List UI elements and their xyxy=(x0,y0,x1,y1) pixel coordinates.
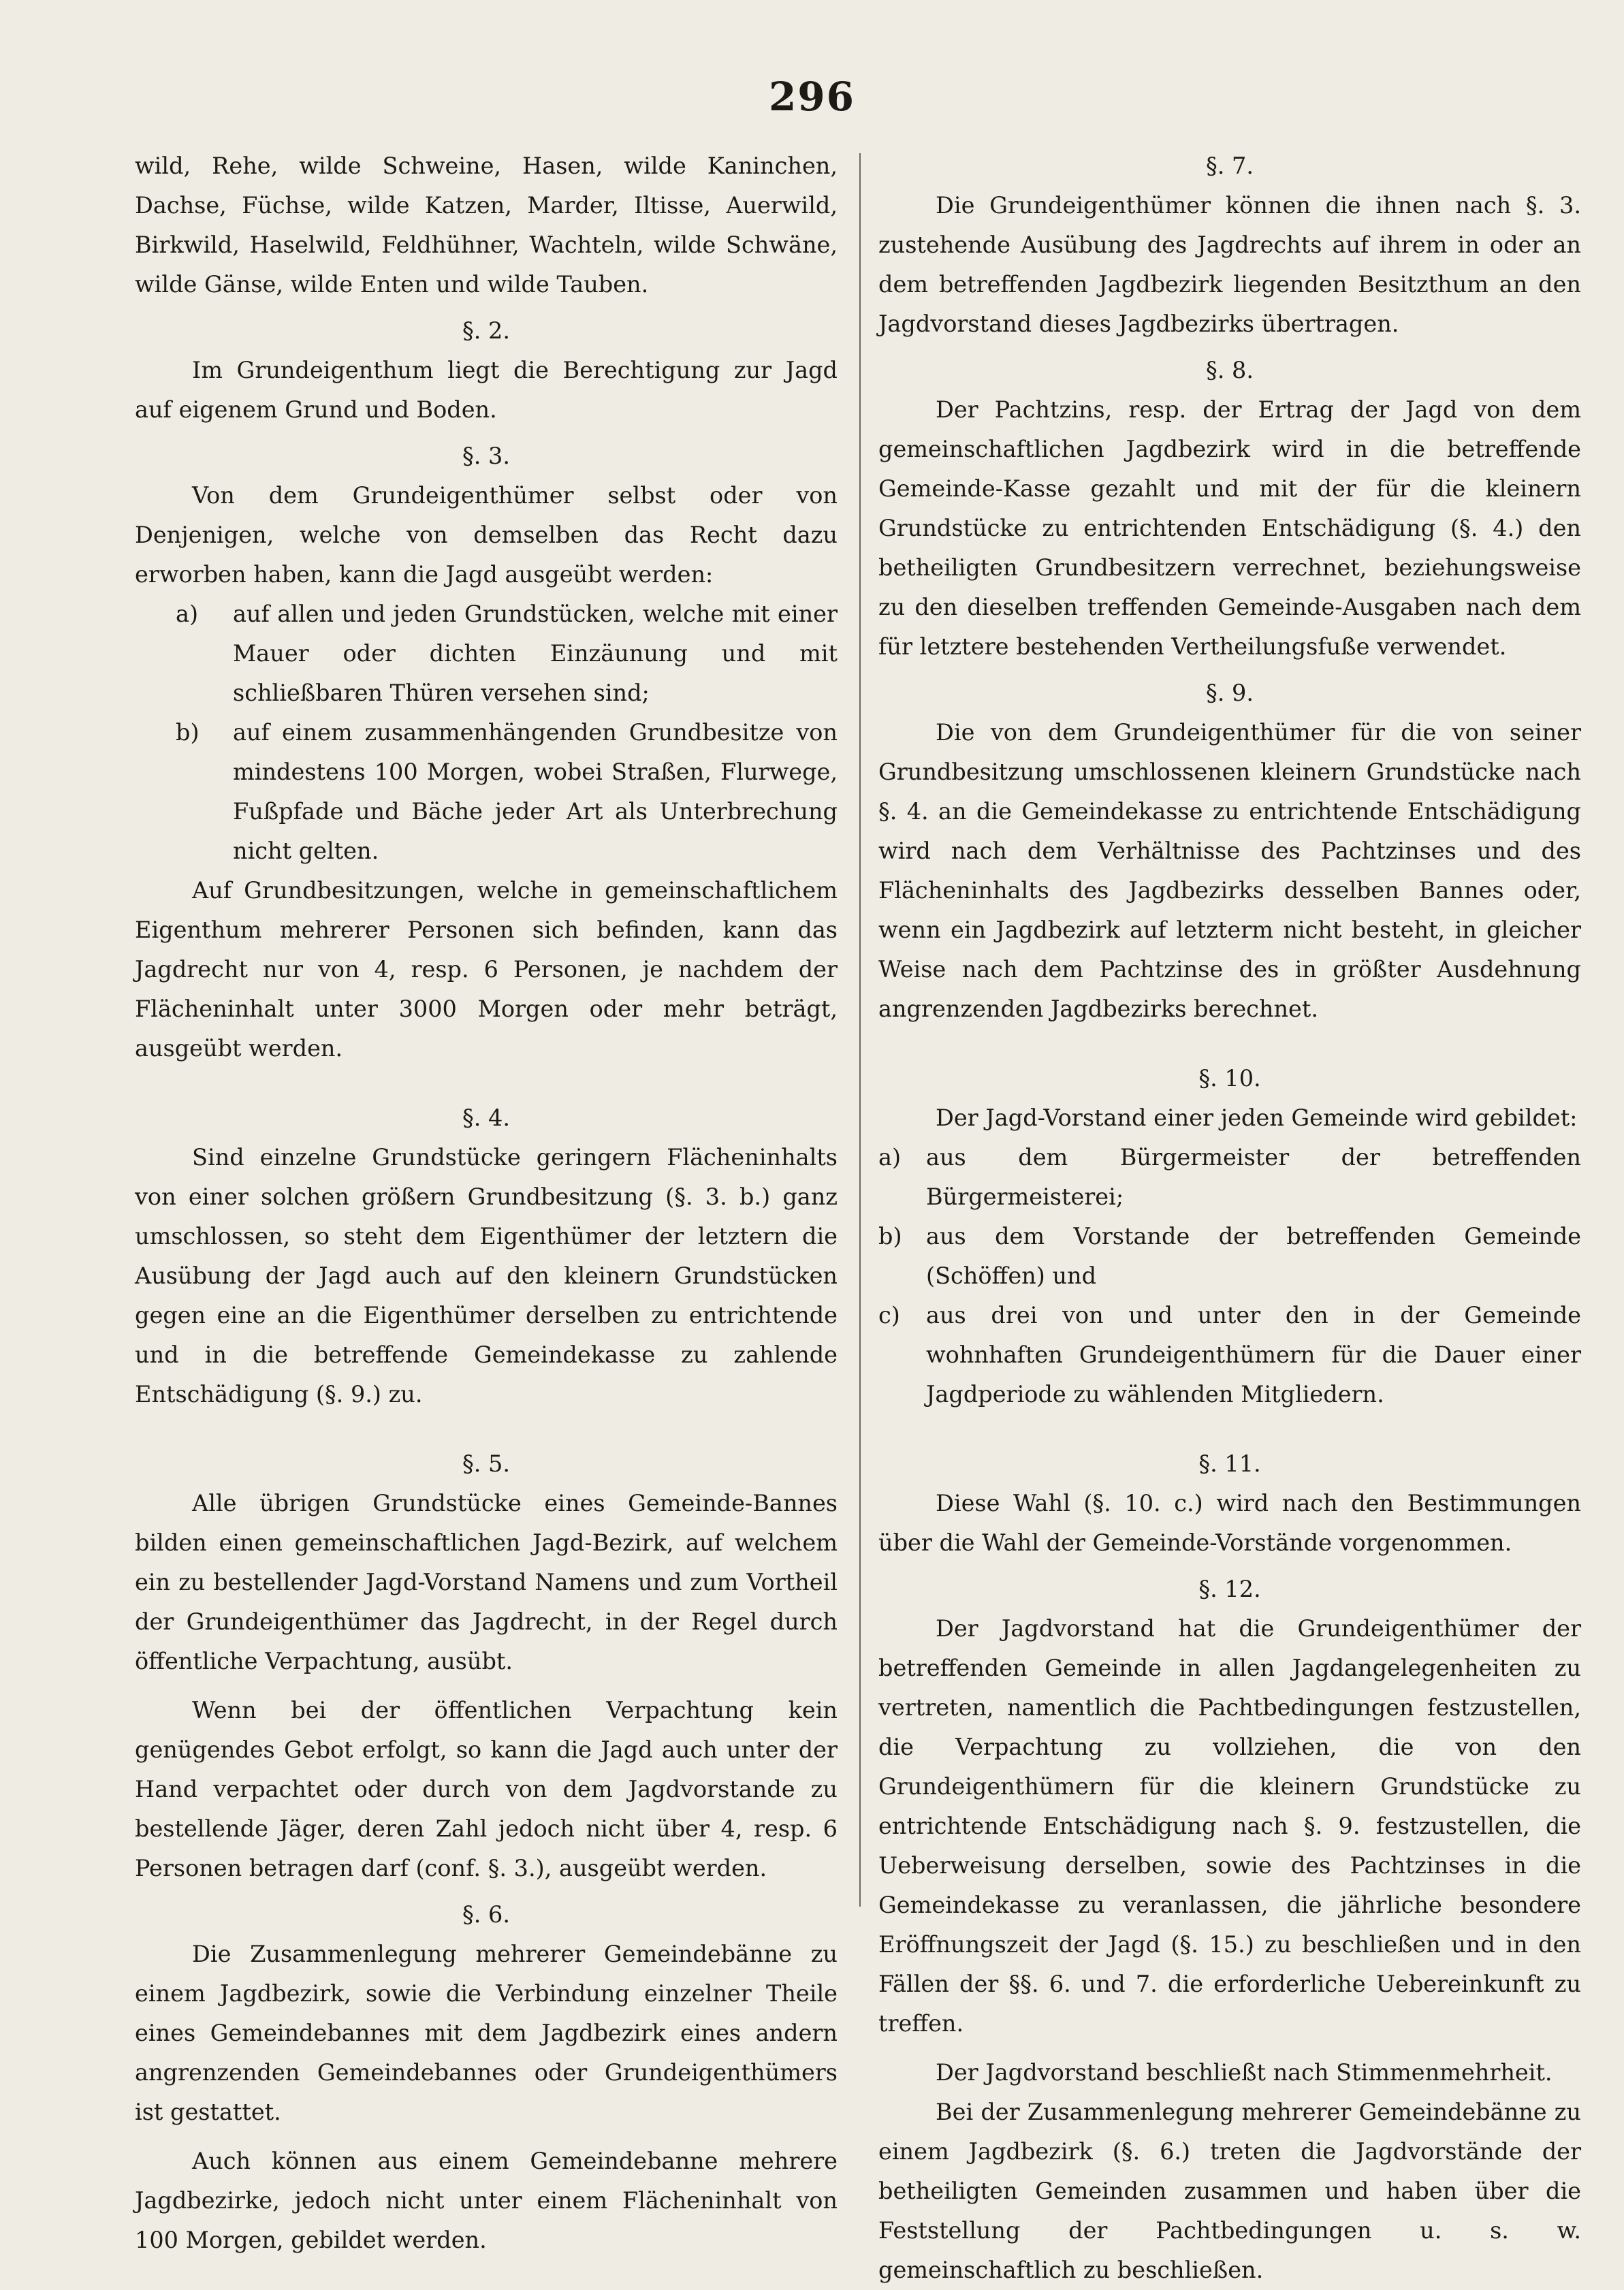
left-column xyxy=(135,146,838,2260)
section-10-item-c xyxy=(878,1296,1581,1414)
section-12-paragraph: Der Jagdvorstand hat die Grundeigenthümer der betreffenden Gemeinde in allen Jagdangelegenheiten zu vertreten, namentlich die Pachtbedingungen festzustellen, die Verpachtung zu vollziehen, die von den Grundeigenthümern für die kleinern Grundstücke zu entrichtende Entschädigung nach §. 9. festzustellen, die Ueberweisung derselben, sowie des Pachtzinses in die Gemeindekasse zu veranlassen, die jährliche besondere Eröffnungszeit der Jagd (§. 15.) zu beschließen und in den Fällen der §§. 6. und 7. die erforderliche Uebereinkunft zu treffen. xyxy=(878,1615,1581,2037)
section-11-paragraph: Diese Wahl (§. 10. c.) wird nach den Bestimmungen über die Wahl der Gemeinde-Vorstände vorgenommen. xyxy=(878,1490,1581,1556)
section-5-paragraph: Alle übrigen Grundstücke eines Gemeinde-Bannes bilden einen gemeinschaftlichen Jagd-Bezirk, auf welchem ein zu bestellender Jagd-Vorstand Namens und zum Vortheil der Grundeigenthümer das Jagdrecht, in der Regel durch öffentliche Verpachtung, ausübt. xyxy=(135,1490,838,1674)
section-5-paragraph-2: Wenn bei der öffentlichen Verpachtung kein genügendes Gebot erfolgt, so kann die Jagd auch unter der Hand verpachtet oder durch von dem Jagdvorstande zu bestellende Jäger, deren Zahl jedoch nicht über 4, resp. 6 Personen betragen darf (conf. §. 3.), ausgeübt werden. xyxy=(135,1697,838,1881)
section-3-item-b xyxy=(176,713,838,871)
section-2-paragraph: Im Grundeigenthum liegt die Berechtigung zur Jagd auf eigenem Grund und Boden. xyxy=(135,357,838,423)
section-7-paragraph: Die Grundeigenthümer können die ihnen nach §. 3. zustehende Ausübung des Jagdrechts auf ihrem in oder an dem betreffenden Jagdbezirk liegenden Besitzthum an den Jagdvorstand dieses Jagdbezirks übertragen. xyxy=(878,192,1581,337)
section-6-paragraph: Die Zusammenlegung mehrerer Gemeindebänne zu einem Jagdbezirk, sowie die Verbindung einzelner Theile eines Gemeindebannes mit dem Jagdbezirk eines andern angrenzenden Gemeindebannes oder Grundeigenthümers ist gestattet. xyxy=(135,1941,838,2125)
column-divider xyxy=(859,153,861,1907)
intro-paragraph: wild, Rehe, wilde Schweine, Hasen, wilde Kaninchen, Dachse, Füchse, wilde Katzen, Marder, Iltisse, Auerwild, Birkwild, Haselwild, Feldhühner, Wachteln, wilde Schwäne, wilde Gänse, wilde Enten und wilde Tauben. xyxy=(135,153,838,298)
item-label: b) xyxy=(176,719,200,746)
section-2-heading: §. 2. xyxy=(462,317,510,344)
section-5-heading: §. 5. xyxy=(462,1450,510,1477)
item-text: auf einem zusammenhängenden Grundbesitze von mindestens 100 Morgen, wobei Straßen, Flurwege, Fußpfade und Bäche jeder Art als Unterbrechung nicht gelten. xyxy=(233,719,838,864)
section-3-heading: §. 3. xyxy=(462,443,510,469)
section-12-paragraph-3: Bei der Zusammenlegung mehrerer Gemeindebänne zu einem Jagdbezirk (§. 6.) treten die Jagdvorstände der betheiligten Gemeinden zusammen und haben über die Feststellung der Pachtbedingungen u. s. w. gemeinschaftlich zu beschließen. xyxy=(878,2099,1581,2283)
section-3-paragraph-2: Auf Grundbesitzungen, welche in gemeinschaftlichem Eigenthum mehrerer Personen sich befinden, kann das Jagdrecht nur von 4, resp. 6 Personen, je nachdem der Flächeninhalt unter 3000 Morgen oder mehr beträgt, ausgeübt werden. xyxy=(135,877,838,1062)
item-text: aus drei von und unter den in der Gemeinde wohnhaften Grundeigenthümern für die Dauer einer Jagdperiode zu wählenden Mitgliedern. xyxy=(926,1302,1581,1408)
section-10-item-b xyxy=(878,1217,1581,1296)
section-6-paragraph-2: Auch können aus einem Gemeindebanne mehrere Jagdbezirke, jedoch nicht unter einem Flächeninhalt von 100 Morgen, gebildet werden. xyxy=(135,2148,838,2253)
item-text: auf allen und jeden Grundstücken, welche mit einer Mauer oder dichten Einzäunung und mit schließbaren Thüren versehen sind; xyxy=(233,601,838,706)
right-column xyxy=(878,146,1581,2290)
section-8-paragraph: Der Pachtzins, resp. der Ertrag der Jagd von dem gemeinschaftlichen Jagdbezirk wird in die betreffende Gemeinde-Kasse gezahlt und mit der für die kleinern Grundstücke zu entrichtenden Entschädigung (§. 4.) den betheiligten Grundbesitzern verrechnet, beziehungsweise zu den dieselben treffenden Gemeinde-Ausgaben nach dem für letztere bestehenden Vertheilungsfuße verwendet. xyxy=(878,396,1581,660)
section-8-heading: §. 8. xyxy=(1205,357,1254,383)
section-9-paragraph: Die von dem Grundeigenthümer für die von seiner Grundbesitzung umschlossenen kleinern Grundstücke nach §. 4. an die Gemeindekasse zu entrichtende Entschädigung wird nach dem Verhältnisse des Pachtzinses und des Flächeninhalts des Jagdbezirks desselben Bannes oder, wenn ein Jagdbezirk auf letzterm nicht besteht, in gleicher Weise nach dem Pachtzinse des in größter Ausdehnung angrenzenden Jagdbezirks berechnet. xyxy=(878,719,1581,1022)
item-text: aus dem Bürgermeister der betreffenden Bürgermeisterei; xyxy=(926,1144,1581,1210)
section-4-heading: §. 4. xyxy=(462,1104,510,1131)
section-3-paragraph: Von dem Grundeigenthümer selbst oder von Denjenigen, welche von demselben das Recht dazu erworben haben, kann die Jagd ausgeübt werden: xyxy=(135,482,838,588)
section-7-heading: §. 7. xyxy=(1205,153,1254,179)
section-11-heading: §. 11. xyxy=(1198,1450,1261,1477)
page-number: 296 xyxy=(768,74,856,120)
item-text: aus dem Vorstande der betreffenden Gemeinde (Schöffen) und xyxy=(926,1223,1581,1289)
section-12-paragraph-2: Der Jagdvorstand beschließt nach Stimmenmehrheit. xyxy=(936,2059,1553,2086)
section-3-item-a xyxy=(176,594,838,713)
item-label: c) xyxy=(878,1302,900,1329)
item-label: a) xyxy=(878,1144,902,1171)
section-9-heading: §. 9. xyxy=(1205,680,1254,706)
section-10-item-a xyxy=(878,1138,1581,1217)
item-label: b) xyxy=(878,1223,902,1250)
section-12-heading: §. 12. xyxy=(1198,1576,1261,1602)
item-label: a) xyxy=(176,601,199,627)
section-6-heading: §. 6. xyxy=(462,1901,510,1928)
section-4-paragraph: Sind einzelne Grundstücke geringern Flächeninhalts von einer solchen größern Grundbesitzung (§. 3. b.) ganz umschlossen, so steht dem Eigenthümer der letztern die Ausübung der Jagd auch auf den kleinern Grundstücken gegen eine an die Eigenthümer derselben zu entrichtende und in die betreffende Gemeindekasse zu zahlende Entschädigung (§. 9.) zu. xyxy=(135,1144,838,1408)
section-10-paragraph: Der Jagd-Vorstand einer jeden Gemeinde wird gebildet: xyxy=(936,1104,1578,1131)
section-10-heading: §. 10. xyxy=(1198,1065,1261,1092)
